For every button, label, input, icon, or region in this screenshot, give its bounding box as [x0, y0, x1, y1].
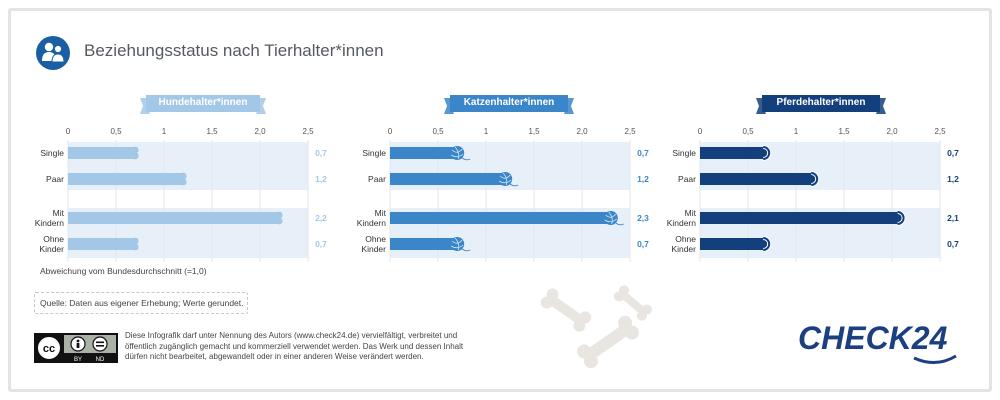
value-label: 0,7: [637, 148, 649, 158]
x-tick-label: 0,5: [110, 127, 122, 136]
x-tick-label: 2,5: [624, 127, 636, 136]
value-label: 1,2: [637, 174, 649, 184]
by-text: BY: [73, 357, 83, 363]
value-label: 2,1: [947, 213, 959, 223]
category-label: Ohne: [675, 234, 696, 244]
x-tick-label: 1,5: [838, 127, 850, 136]
x-tick-label: 1,5: [528, 127, 540, 136]
value-label: 0,7: [315, 239, 327, 249]
bone-icon: [538, 286, 593, 334]
category-label: Kindern: [356, 218, 386, 228]
category-label: Mit: [52, 208, 64, 218]
x-tick-label: 2,5: [934, 127, 946, 136]
category-label: Ohne: [365, 234, 386, 244]
category-label: Paar: [368, 174, 386, 184]
source-note: Quelle: Daten aus eigener Erhebung; Werte gerundet.: [34, 292, 248, 314]
x-tick-label: 0: [387, 127, 393, 136]
category-label: Kinder: [39, 244, 64, 254]
value-label: 2,3: [637, 213, 649, 223]
category-label: Mit: [684, 208, 696, 218]
x-tick-label: 0,5: [432, 127, 444, 136]
category-label: Paar: [678, 174, 696, 184]
footnote: Abweichung vom Bundesdurchschnitt (=1,0): [40, 266, 207, 276]
category-label: Single: [362, 148, 386, 158]
bone-icon: [612, 283, 654, 323]
panel-title: Katzenhalter*innen: [463, 97, 555, 108]
value-label: 0,7: [947, 148, 959, 158]
value-label: 1,2: [947, 174, 959, 184]
category-label: Single: [672, 148, 696, 158]
x-tick-label: 2,5: [302, 127, 314, 136]
x-tick-label: 2,0: [254, 127, 266, 136]
x-tick-label: 1: [161, 127, 167, 136]
logo-text: CHECK24: [798, 320, 948, 356]
category-label: Kinder: [671, 244, 696, 254]
category-label: Kindern: [34, 218, 64, 228]
x-tick-label: 0: [697, 127, 703, 136]
check24-logo[interactable]: [798, 318, 968, 373]
x-tick-label: 1,5: [206, 127, 218, 136]
x-tick-label: 1: [793, 127, 799, 136]
x-tick-label: 1: [483, 127, 489, 136]
category-label: Kinder: [361, 244, 386, 254]
value-label: 1,2: [315, 174, 327, 184]
value-label: 0,7: [315, 148, 327, 158]
cc-text: cc: [42, 343, 56, 355]
value-label: 2,2: [315, 213, 327, 223]
category-label: Kindern: [666, 218, 696, 228]
x-tick-label: 0,5: [742, 127, 754, 136]
x-tick-label: 0: [65, 127, 71, 136]
panel-title: Hundehalter*innen: [158, 97, 248, 108]
category-label: Paar: [46, 174, 64, 184]
page-title: Beziehungsstatus nach Tierhalter*innen: [84, 41, 384, 60]
nd-text: ND: [95, 357, 105, 363]
value-label: 0,7: [947, 239, 959, 249]
x-tick-label: 2,0: [886, 127, 898, 136]
category-label: Single: [40, 148, 64, 158]
x-tick-label: 2,0: [576, 127, 588, 136]
license-text: Diese Infografik darf unter Nennung des Autors (www.check24.de) vervielfältigt, verbreitet und öffentlich zugänglich gemacht und kommerziell verwendet werden. Das Werk und dessen Inhalt dürfen nicht bearbeitet, abgewandelt oder in einer anderen Weise verändert werden.: [125, 331, 464, 361]
category-label: Ohne: [43, 234, 64, 244]
value-label: 0,7: [637, 239, 649, 249]
category-label: Mit: [374, 208, 386, 218]
panel-title: Pferdehalter*innen: [776, 97, 866, 108]
